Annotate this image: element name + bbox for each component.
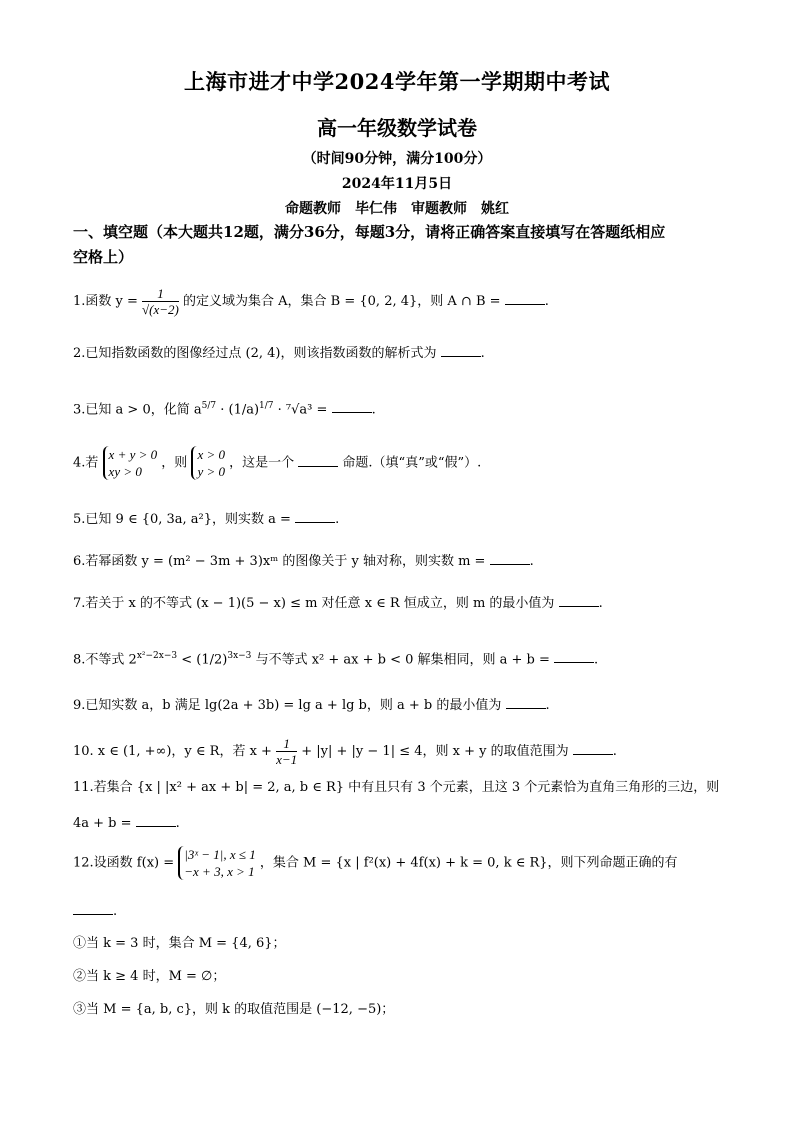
question-12: 12.设函数 f(x) = |3ˣ − 1|, x ≤ 1 −x + 3, x > 1 ，集合 M = {x | f²(x) + 4f(x) + k = 0, k ∈ R}，则下列命题正确的有 — [73, 847, 678, 879]
question-3: 3.已知 a > 0，化简 $a^{5/7} \cdot (1/a)^{1/7} \cdot ^7√a^3$ = . — [73, 396, 723, 420]
piecewise-function: |3ˣ − 1|, x ≤ 1 −x + 3, x > 1 — [178, 846, 256, 880]
question-6: 6.若幂函数 y = (m² − 3m + 3)xᵐ 的图像关于 y 轴对称，则实数 m = . — [73, 550, 723, 572]
answer-blank[interactable] — [295, 508, 335, 523]
option-2: ②当 k ≥ 4 时，M = ∅； — [73, 969, 226, 984]
answer-blank[interactable] — [554, 648, 594, 663]
answer-blank[interactable] — [136, 812, 176, 827]
section-heading-line2: 空格上） — [73, 248, 134, 266]
answer-blank[interactable] — [332, 398, 372, 413]
option-1: ①当 k = 3 时，集合 M = {4, 6}； — [73, 936, 286, 951]
question-4: 4.若 x + y > 0 xy > 0 ，则 x > 0 y > 0 ，这是一个 命题.（填“真”或“假”）. — [73, 447, 482, 479]
question-1: 1.函数 y = $\frac{1}{√(x-2)}$ 的定义域为集合 A，集合 B = {0, 2, 4}，则 A ∩ B = . — [73, 286, 549, 317]
fraction: $\frac{1}{√(x-2)}$ — [142, 286, 179, 317]
question-12-blank-line: . — [73, 900, 723, 922]
equation-system: x + y > 0 xy > 0 — [103, 446, 158, 480]
answer-blank[interactable] — [506, 694, 546, 709]
answer-blank[interactable] — [490, 550, 530, 565]
time-note: （时间90分钟，满分100分） — [302, 151, 492, 167]
question-8: 8.不等式 $2^{x^2-2x-3} < (1/2)^{3x-3}$ 与不等式 x² + ax + b < 0 解集相同，则 a + b = . — [73, 646, 723, 670]
question-11: 11.若集合 {x | |x² + ax + b| = 2, a, b ∈ R} 中有且只有 3 个元素，且这 3 个元素恰为直角三角形的三边，则 4a + b = . — [73, 780, 720, 831]
question-10: 10. x ∈ (1, +∞)，y ∈ R，若 x + $\frac{1}{x-1}$ + |y| + |y − 1| ≤ 4，则 x + y 的取值范围为 . — [73, 736, 617, 767]
question-2: 2.已知指数函数的图像经过点 (2, 4)，则该指数函数的解析式为 . — [73, 342, 723, 364]
question-7: 7.若关于 x 的不等式 (x − 1)(5 − x) ≤ m 对任意 x ∈ R 恒成立，则 m 的最小值为 . — [73, 592, 723, 614]
answer-blank[interactable] — [573, 740, 613, 755]
teachers-line: 命题教师 毕仁伟 审题教师 姚红 — [285, 201, 509, 217]
exam-subtitle: 高一年级数学试卷 — [317, 116, 477, 140]
section-heading-line1: 一、填空题（本大题共12题，满分36分，每题3分，请将正确答案直接填写在答题纸相应 — [73, 223, 666, 241]
question-5: 5.已知 9 ∈ {0, 3a, a²}，则实数 a = . — [73, 508, 723, 530]
equation-system: x > 0 y > 0 — [191, 446, 225, 480]
question-9: 9.已知实数 a，b 满足 lg(2a + 3b) = lg a + lg b，则 a + b 的最小值为 . — [73, 694, 723, 716]
answer-blank[interactable] — [505, 290, 545, 305]
answer-blank[interactable] — [73, 900, 113, 915]
fraction: $\frac{1}{x-1}$ — [276, 736, 298, 767]
section-heading — [73, 220, 723, 270]
option-3: ③当 M = {a, b, c}，则 k 的取值范围是 (−12, −5)； — [73, 1002, 395, 1017]
exam-title: 上海市进才中学2024学年第一学期期中考试 — [184, 69, 610, 94]
answer-blank[interactable] — [559, 592, 599, 607]
answer-blank[interactable] — [441, 342, 481, 357]
exam-date: 2024年11月5日 — [341, 176, 453, 192]
answer-blank[interactable] — [298, 452, 338, 467]
